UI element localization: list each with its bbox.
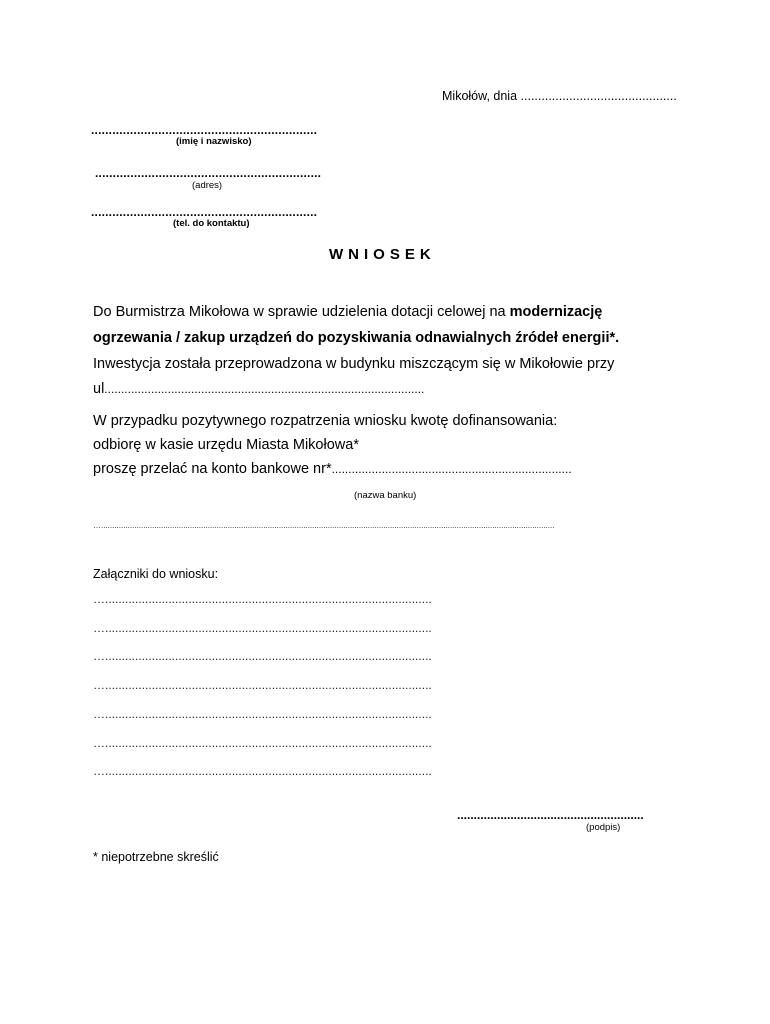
footnote: * niepotrzebne skreślić	[93, 850, 219, 864]
attachments-label: Załączniki do wniosku:	[93, 567, 219, 581]
street-prefix: ul	[93, 381, 105, 397]
phone-caption: (tel. do kontaktu)	[173, 218, 250, 229]
attachment-row[interactable]: …..................................................................................................	[93, 707, 432, 721]
attachment-row[interactable]: …..................................................................................................	[93, 592, 432, 606]
paragraph1-line3: Inwestycja została przeprowadzona w budynku miszczącym się w Mikołowie przy	[93, 356, 615, 372]
bank-name-field[interactable]: …............................................................................................................................................................................................................	[93, 521, 555, 530]
street-line	[93, 381, 424, 397]
signature-caption: (podpis)	[586, 822, 621, 833]
document-title: WNIOSEK	[329, 246, 436, 263]
bank-name-caption: (nazwa banku)	[354, 490, 417, 501]
bank-account-field[interactable]: ........................................................................	[331, 462, 572, 476]
bank-account-line	[93, 461, 572, 477]
signature-field[interactable]: ........................................................	[457, 808, 644, 822]
attachment-row[interactable]: …..................................................................................................	[93, 678, 432, 692]
paragraph2-line2: odbiorę w kasie urzędu Miasta Mikołowa*	[93, 437, 359, 453]
address-caption: (adres)	[192, 180, 223, 191]
paragraph1-line1	[93, 304, 602, 320]
date-line	[442, 89, 677, 103]
name-field[interactable]: ................................................................	[91, 123, 318, 137]
attachment-row[interactable]: …..................................................................................................	[93, 736, 432, 750]
paragraph2-line1: W przypadku pozytywnego rozpatrzenia wniosku kwotę dofinansowania:	[93, 413, 558, 429]
phone-field[interactable]: ................................................................	[91, 205, 318, 219]
paragraph1-line1-text: Do Burmistrza Mikołowa w sprawie udzielenia dotacji celowej na	[93, 304, 510, 320]
address-field[interactable]: ................................................................	[95, 166, 322, 180]
paragraph1-line1-bold: modernizację	[509, 304, 603, 320]
attachment-row[interactable]: …..................................................................................................	[93, 649, 432, 663]
date-field[interactable]: .............................................	[520, 89, 677, 103]
paragraph1-line2: ogrzewania / zakup urządzeń do pozyskiwania odnawialnych źródeł energii*.	[93, 330, 620, 346]
street-field[interactable]: ................................................................................................	[104, 382, 425, 396]
date-label: Mikołów, dnia	[442, 89, 518, 103]
name-caption: (imię i nazwisko)	[176, 136, 252, 147]
attachment-row[interactable]: …..................................................................................................	[93, 621, 432, 635]
attachment-row[interactable]: …..................................................................................................	[93, 764, 432, 778]
bank-account-prefix: proszę przelać na konto bankowe nr*	[93, 461, 332, 477]
